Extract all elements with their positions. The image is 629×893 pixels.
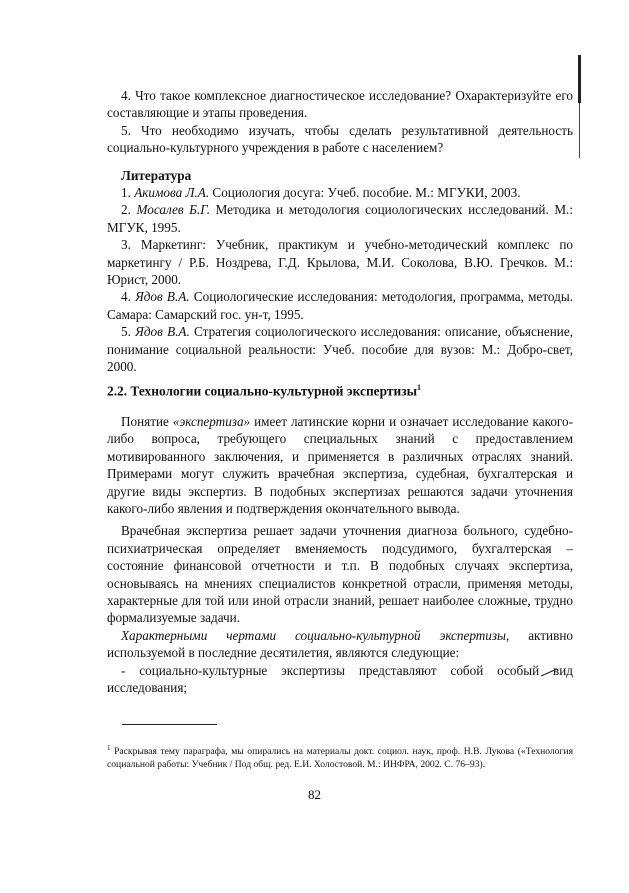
paragraph-2: Врачебная экспертиза решает задачи уточнения диагноза больного, судебно-психиатрическая определяет вменяемость подсудимого, бухгалтерская – состояние финансовой отчетности и т.п. В подобных случаях экспертиза, основываясь на мнениях специалистов конкретной отрасли, применяя методы, характерные для той или иной отрасли знаний, решает наиболее сложные, трудно формализуемые задачи.: [107, 523, 573, 626]
questions-and-literature: [107, 87, 573, 376]
paragraph-4: - социально-культурные экспертизы представляют собой особый вид исследования;: [107, 662, 573, 696]
section-heading: 2.2. Технологии социально-культурной экспертизы$^1$: [107, 383, 422, 399]
paragraph-1: Понятие «экспертиза» имеет латинские корни и означает исследование какого-либо вопроса, требующего специальных знаний с предоставлением мотивированного заключения, и применяется в различных отраслях знаний. Примерами могут служить врачебная экспертиза, судебная, бухгалтерская и другие виды экспертиз. В подобных экспертизах решаются задачи уточнения какого-либо явления и подтверждения окончательного вывода.: [107, 414, 573, 517]
footnote-rule: [122, 724, 217, 725]
pen-mark: [540, 666, 560, 678]
literature-item-3: 3. Маркетинг: Учебник, практикум и учебно-методический комплекс по маркетингу / Р.Б. Ноздрева, Г.Д. Крылова, М.И. Соколова, В.Ю. Гречков. М.: Юрист, 2000.: [107, 237, 574, 288]
margin-mark: [578, 55, 581, 103]
paragraph-3: Характерными чертами социально-культурной экспертизы, активно используемой в последние десятилетия, являются следующие:: [107, 627, 573, 661]
page-number: 82: [308, 787, 321, 802]
question-5: 5. Что необходимо изучать, чтобы сделать результативной деятельность социально-культурного учреждения в работе с населением?: [107, 122, 573, 156]
literature-heading: Литература: [121, 167, 192, 183]
footnote-ref: 1: [417, 383, 422, 392]
literature-item-5: 5. Ядов В.А. Стратегия социологического исследования: описание, объяснение, понимание социальной реальности: Учеб. пособие для вузов: М.: Добро-свет, 2000.: [107, 324, 573, 375]
literature-item-4: 4. Ядов В.А. Социологические исследования: методология, программа, методы. Самара: Самарский гос. ун-т, 1995.: [107, 289, 573, 322]
footnote: $^1$ Раскрывая тему параграфа, мы опирались на материалы докт. социол. наук, проф. Н.В. Лукова («Технология социальной работы: Учебник / Под общ. ред. Е.И. Холостовой. М.: ИНФРА, 2002. С. 76–93).: [107, 744, 573, 771]
margin-mark-thin: [579, 103, 580, 158]
section-body: [107, 413, 573, 697]
question-4: 4. Что такое комплексное диагностическое исследование? Охарактеризуйте его составляющие и этапы проведения.: [107, 88, 573, 121]
literature-item-1: 1. Акимова Л.А. Социология досуга: Учеб. пособие. М.: МГУКИ, 2003.: [121, 185, 521, 201]
literature-item-2: 2. Мосалев Б.Г. Методика и методология социологических исследований. М.: МГУК, 1995.: [107, 202, 574, 235]
